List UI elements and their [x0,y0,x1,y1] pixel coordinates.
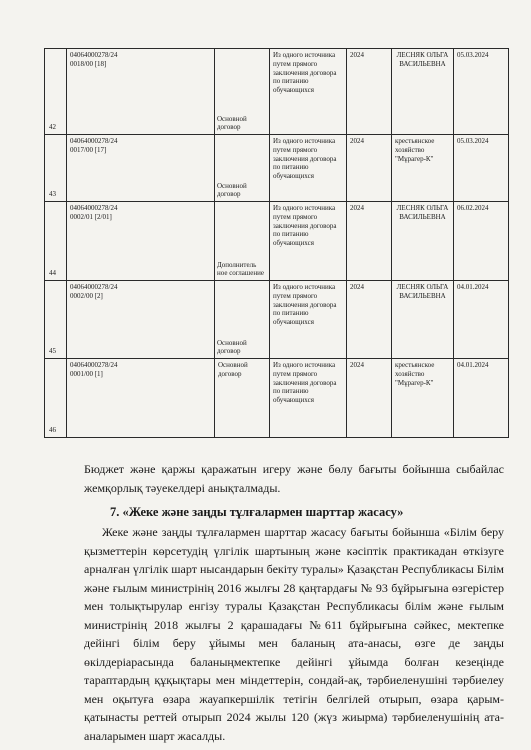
table-row [45,359,509,438]
cell-kind [215,359,270,438]
cell-contract-no: 04064000278/24 0001/00 [1] [67,359,215,438]
table-row [45,49,509,135]
row-number: 45 [49,347,56,356]
contract-kind: Основной договор [217,181,247,199]
paragraph-contracts: Жеке және заңды тұлғалармен шарттар жасасу бағыты бойынша «Білім беру қызметтерін көрсетудің үлгілік шартының және кәсіптік практикадан өткізуге арналған үлгілік шарт нысандарын бекіту туралы» Қазақстан Республикасы Білім және ғылым министрінің 2016 жылғы 28 қаңтардағы № 93 бұйрығына өзгерістер мен толықтырулар енгізу туралы Қазақстан Республикасы білім және ғылым министрінің 2018 жылғы 2 қарашадағы №611 бұйрығына сәйкес, мектепке дейінгі білім беру ұйымы мен баланың ата-анасы, өзге де заңды өкілдеріарасында баланыңмектепке дейінгі ұйымда болған кезеңінде тараптардың құқықтары мен міндеттерін, сондай-ақ, тәрбиеленушіні тәрбиелеу мен оқытуға өзара жауапкершілік тетігін белгілей отырып, өзара қарым-қатынасты реттей отырып 2024 жылы 120 (жүз жиырма) тәрбиеленушінің ата-аналарымен шарт жасалды. [84,525,504,743]
section-heading-7: 7. «Жеке және заңды тұлғалармен шарттар жасасу» [110,505,404,519]
cell-supplier: ЛЕСНЯК ОЛЬГА ВАСИЛЬЕВНА [392,202,454,281]
cell-num [45,359,67,438]
cell-kind [215,202,270,281]
contract-kind: Основной договор [217,114,247,132]
cell-kind [215,49,270,135]
cell-date: 04.01.2024 [454,281,509,359]
contract-kind: Основной договор [218,361,248,378]
row-number: 43 [49,190,56,199]
cell-kind [215,135,270,202]
cell-contract-no: 04064000278/24 0002/01 [2/01] [67,202,215,281]
row-number: 44 [49,269,56,278]
cell-num [45,49,67,135]
cell-contract-no: 04064000278/24 0017/00 [17] [67,135,215,202]
cell-kind [215,281,270,359]
contract-kind: Дополнитель ное соглашение [217,260,265,278]
cell-supplier: ЛЕСНЯК ОЛЬГА ВАСИЛЬЕВНА [392,281,454,359]
row-number: 46 [49,426,56,435]
cell-supplier: крестьянское хозяйство "Мұрагер-К" [392,359,454,438]
cell-num [45,202,67,281]
table-row [45,202,509,281]
cell-supplier: крестьянское хозяйство "Мұрагер-К" [392,135,454,202]
table-row [45,135,509,202]
cell-year: 2024 [347,135,392,202]
cell-date: 06.02.2024 [454,202,509,281]
table-row [45,281,509,359]
cell-num [45,281,67,359]
cell-date: 05.03.2024 [454,49,509,135]
cell-contract-no: 04064000278/24 0002/00 [2] [67,281,215,359]
cell-date: 04.01.2024 [454,359,509,438]
cell-num [45,135,67,202]
cell-supplier: ЛЕСНЯК ОЛЬГА ВАСИЛЬЕВНА [392,49,454,135]
contract-kind: Основной договор [217,338,247,356]
cell-method: Из одного источника путем прямого заключения договора по питанию обучающихся [270,49,347,135]
cell-method: Из одного источника путем прямого заключения договора по питанию обучающихся [270,202,347,281]
contracts-table [44,48,509,438]
cell-year: 2024 [347,202,392,281]
paragraph-budget-conclusion: Бюджет және қаржы қаражатын игеру және бөлу бағыты бойынша сыбайлас жемқорлық тәуекелдері анықталмады. [84,462,504,495]
cell-method: Из одного источника путем прямого заключения договора по питанию обучающихся [270,135,347,202]
cell-method: Из одного источника путем прямого заключения договора по питанию обучающихся [270,359,347,438]
cell-year: 2024 [347,49,392,135]
cell-method: Из одного источника путем прямого заключения договора по питанию обучающихся [270,281,347,359]
row-number: 42 [49,123,56,132]
cell-date: 05.03.2024 [454,135,509,202]
cell-year: 2024 [347,359,392,438]
cell-contract-no: 04064000278/24 0018/00 [18] [67,49,215,135]
cell-year: 2024 [347,281,392,359]
